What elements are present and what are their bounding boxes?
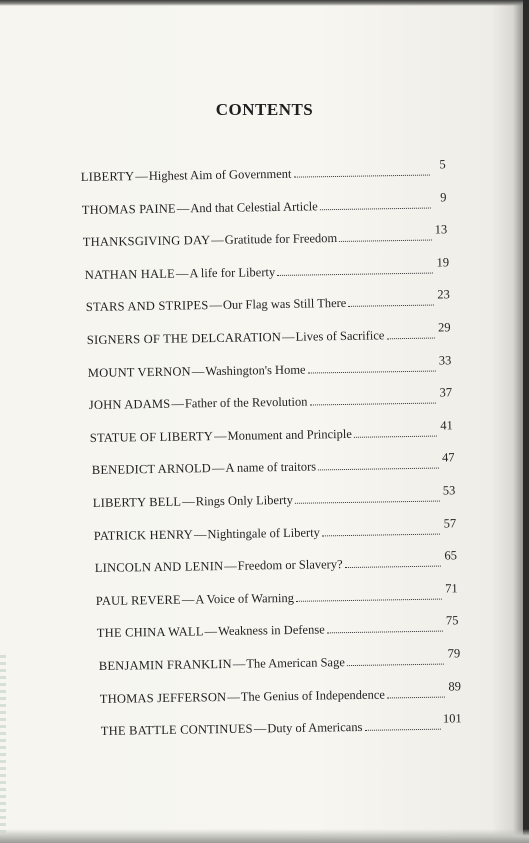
toc-dot-leader [354,435,437,437]
page-title: CONTENTS [215,100,314,119]
toc-dot-leader [348,305,434,307]
toc-entry-subject: NATHAN HALE [84,266,175,282]
toc-entry-page-number: 53 [442,483,456,498]
toc-entry-page-number: 47 [441,450,455,465]
toc-entry [89,387,453,413]
toc-entry-subject: PATRICK HENRY [93,527,193,543]
toc-entry-page-number: 57 [443,515,457,531]
toc-entry-description: Washington's Home [205,362,306,378]
toc-entry-dash: — [182,592,195,607]
toc-entry [92,485,455,511]
toc-entry [96,583,458,609]
toc-entry-description: Gratitude for Freedom [224,231,338,247]
toc-entry-description: And that Celestial Article [190,198,319,215]
toc-entry-page-number: 101 [442,711,462,726]
toc-dot-leader [322,533,440,536]
toc-dot-leader [296,598,442,601]
toc-entry-description: Father of the Revolution [185,394,308,411]
toc-entry-subject: THE BATTLE CONTINUES [100,721,253,739]
toc-entry-dash: — [176,200,190,216]
toc-entry-subject: THOMAS PAINE [81,201,177,217]
toc-entry-dash: — [193,526,207,542]
toc-entry-page-number: 33 [438,352,452,368]
toc-entry-page-number: 41 [440,418,454,433]
toc-entry [99,678,461,707]
toc-entry-dash: — [211,461,225,476]
toc-entry-dash: — [204,624,218,639]
page-top-edge [0,0,529,6]
toc-entry [87,352,452,381]
toc-entry-page-number: 9 [440,189,447,204]
toc-dot-leader [318,468,439,471]
toc-dot-leader [364,729,441,731]
toc-entry-page-number: 37 [439,385,453,400]
toc-dot-leader [308,370,436,373]
toc-entry-dash: — [281,329,295,344]
toc-entry-dash: — [214,428,228,443]
toc-entry-description: Freedom or Slavery? [237,557,343,573]
toc-entry-dash: — [211,232,225,248]
toc-entry-page-number: 29 [437,320,451,335]
toc-entry [85,287,450,316]
toc-entry-page-number: 19 [435,255,449,270]
toc-entry-page-number: 71 [445,581,459,596]
toc-dot-leader [386,338,434,340]
toc-entry-page-number: 89 [448,678,461,694]
page-bottom-edge [0,829,529,843]
toc-dot-leader [327,631,443,634]
toc-dot-leader [277,272,433,275]
toc-entry-dash: — [224,558,237,574]
toc-entry-dash: — [227,689,240,704]
toc-entry-description: The American Sage [245,655,345,671]
toc-entry [90,420,453,446]
toc-entry-subject: THOMAS JEFFERSON [99,689,227,706]
toc-entry-dash: — [191,363,205,378]
toc-entry-dash: — [253,721,267,736]
toc-entry-subject: THE CHINA WALL [97,624,205,641]
toc-entry-subject: LINCOLN AND LENIN [94,559,224,576]
toc-dot-leader [345,566,441,569]
toc-entry-dash: — [181,494,195,509]
toc-dot-leader [387,696,445,698]
toc-entry [91,450,455,479]
toc-entry-subject: PAUL REVERE [96,592,182,608]
toc-entry-dash: — [135,168,148,184]
toc-entry-subject: STARS AND STRIPES [85,298,209,315]
toc-entry-description: Lives of Sacrifice [295,328,385,344]
toc-entry-description: A name of traitors [224,459,316,476]
toc-entry [84,257,449,283]
toc-entry-description: A life for Liberty [188,264,275,281]
toc-entry-description: Monument and Principle [227,426,353,443]
toc-entry [100,711,462,740]
page-edge-marks [0,655,6,835]
toc-dot-leader [295,501,440,504]
toc-entry-description: Nightingale of Liberty [207,525,320,541]
toc-entry-description: Rings Only Liberty [195,492,293,509]
toc-dot-leader [310,403,437,406]
toc-entry-subject: BENEDICT ARNOLD [91,461,211,478]
toc-entry [93,515,457,544]
toc-dot-leader [320,207,431,210]
toc-entry [87,322,451,348]
toc-entry-subject: JOHN ADAMS [88,396,171,413]
toc-entry-description: Weakness in Defense [218,622,326,639]
toc-entry-description: Highest Aim of Government [148,166,292,183]
toc-entry-description: The Genius of Independence [240,687,385,704]
toc-entry-page-number: 65 [444,548,458,563]
toc-entry-description: Our Flag was Still There [222,296,347,313]
toc-entry [81,189,447,218]
toc-entry-page-number: 23 [436,287,450,302]
toc-entry-subject: LIBERTY BELL [92,494,182,511]
toc-entry-subject: BENJAMIN FRANKLIN [98,656,232,674]
toc-dot-leader [347,664,444,667]
page-right-edge [523,0,529,843]
toc-entry [83,224,448,250]
toc-entry-subject: SIGNERS OF THE DELCARATION [86,329,282,348]
toc-entry [94,548,458,577]
toc-entry [81,159,446,185]
toc-entry [97,613,460,642]
toc-entry-subject: LIBERTY [80,169,135,185]
toc-entry-subject: MOUNT VERNON [87,363,192,380]
toc-entry [98,648,460,674]
toc-entry-dash: — [171,396,185,411]
toc-entry-subject: THANKSGIVING DAY [83,233,211,250]
toc-dot-leader [340,240,432,242]
toc-entry-dash: — [209,298,222,313]
toc-entry-page-number: 13 [434,222,448,237]
toc-dot-leader [294,175,430,178]
toc-entry-page-number: 5 [439,157,446,172]
toc-entry-description: A Voice of Warning [195,590,295,607]
toc-entry-description: Duty of Americans [267,720,363,736]
toc-entry-dash: — [175,266,189,281]
toc-entry-dash: — [232,656,246,671]
toc-entry-page-number: 79 [447,646,460,661]
toc-entry-page-number: 75 [446,613,460,628]
toc-entry-subject: STATUE OF LIBERTY [90,428,214,445]
